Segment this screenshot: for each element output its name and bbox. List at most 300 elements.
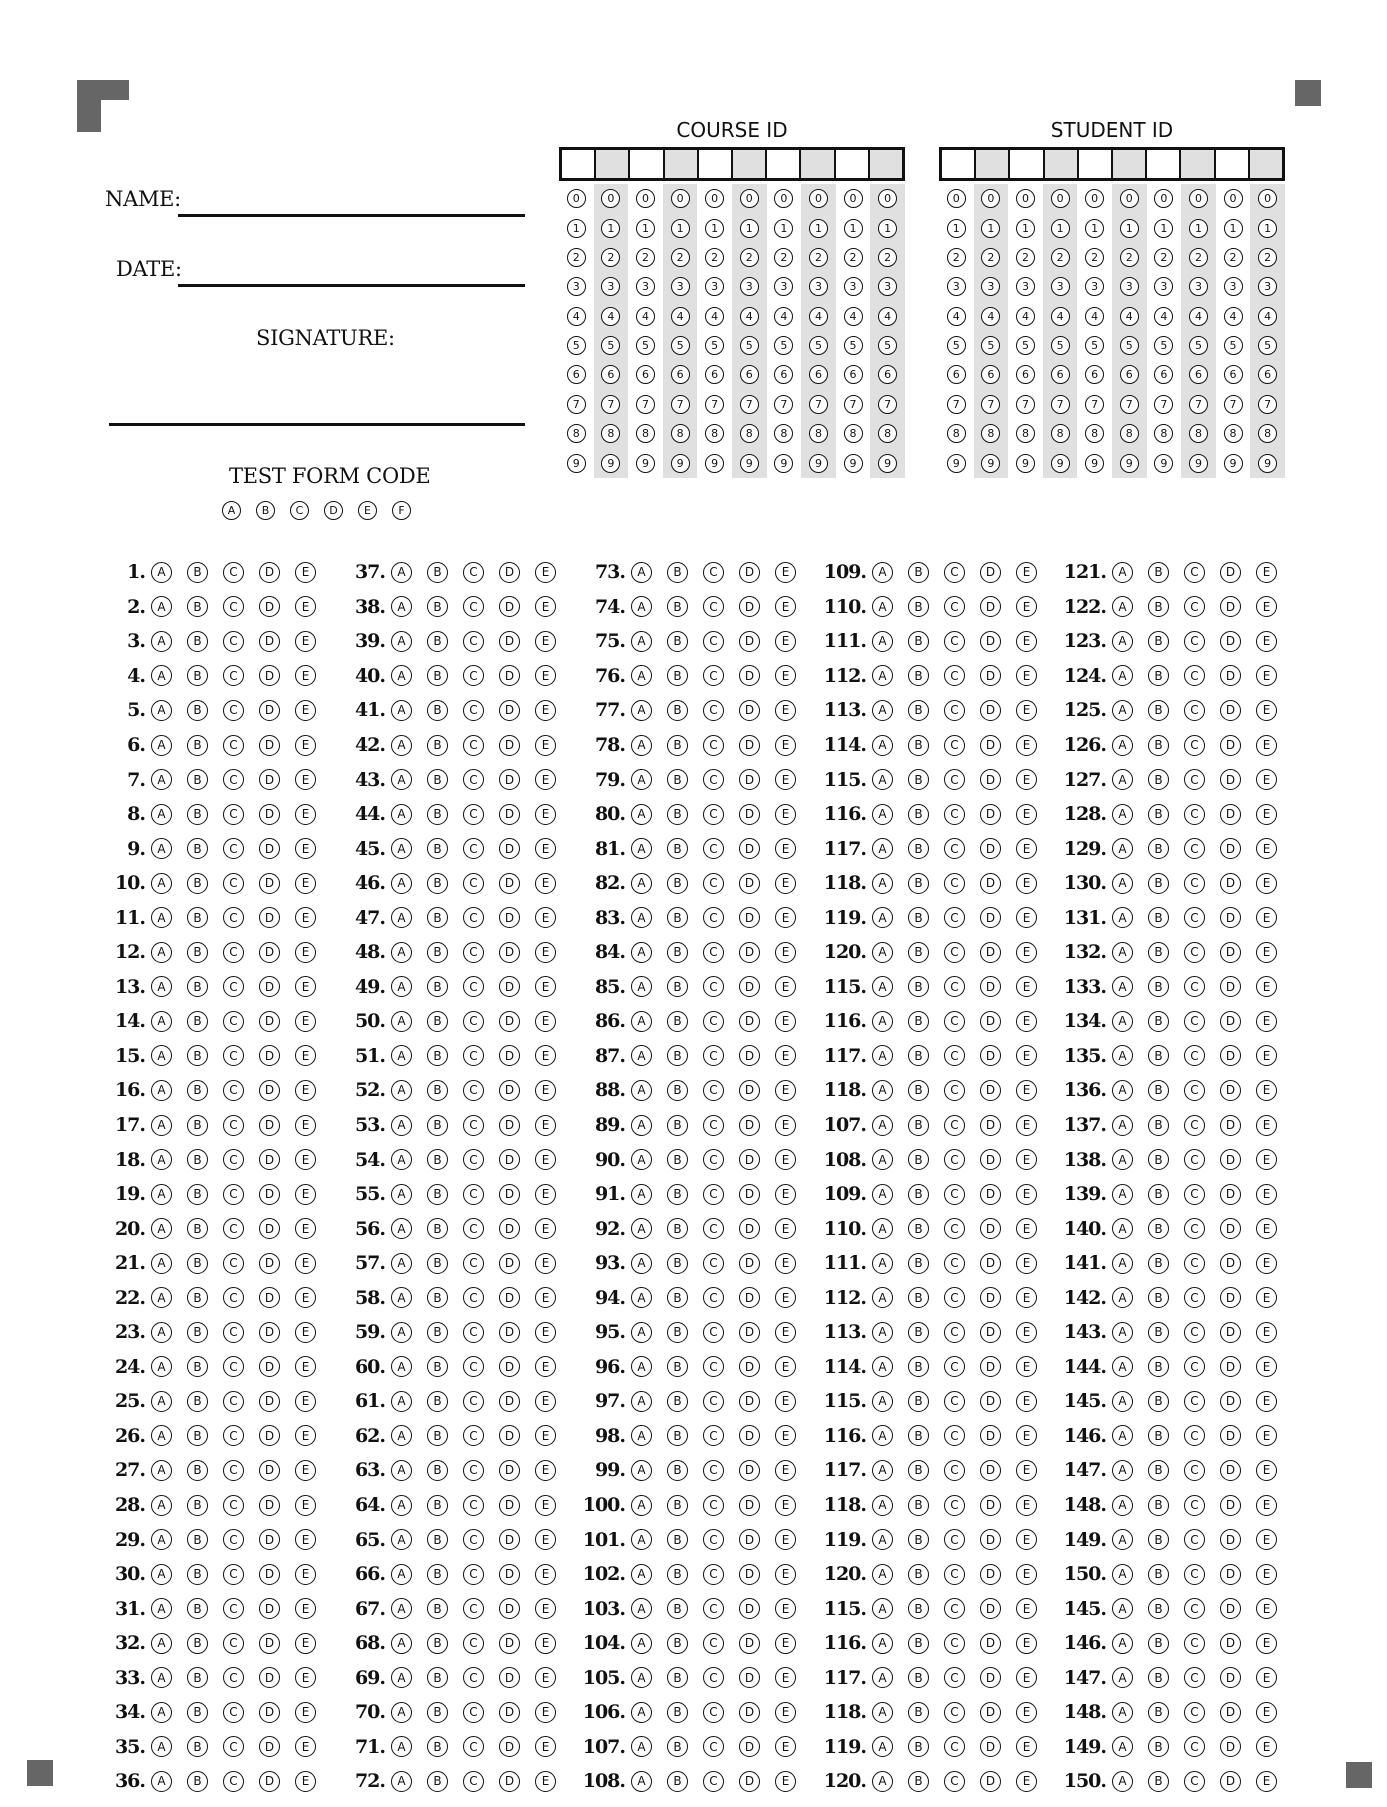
answer-bubble[interactable]: A	[872, 1011, 893, 1032]
id-digit-bubble[interactable]: 4	[567, 307, 586, 326]
answer-bubble[interactable]: B	[427, 1702, 448, 1723]
answer-bubble[interactable]: A	[151, 769, 172, 790]
answer-bubble[interactable]: B	[908, 873, 929, 894]
answer-bubble[interactable]: A	[151, 1253, 172, 1274]
id-digit-bubble[interactable]: 9	[1258, 454, 1277, 473]
answer-bubble[interactable]: C	[463, 1356, 484, 1377]
answer-bubble[interactable]: B	[187, 1495, 208, 1516]
id-digit-bubble[interactable]: 0	[636, 189, 655, 208]
answer-bubble[interactable]: E	[535, 838, 556, 859]
id-digit-bubble[interactable]: 2	[774, 248, 793, 267]
id-digit-bubble[interactable]: 4	[636, 307, 655, 326]
answer-bubble[interactable]: B	[908, 1667, 929, 1688]
answer-bubble[interactable]: C	[703, 942, 724, 963]
answer-bubble[interactable]: E	[1256, 1322, 1277, 1343]
test-form-option-bubble[interactable]: A	[222, 501, 241, 520]
id-digit-bubble[interactable]: 1	[1154, 219, 1173, 238]
answer-bubble[interactable]: E	[1256, 596, 1277, 617]
answer-bubble[interactable]: D	[259, 1322, 280, 1343]
answer-bubble[interactable]: C	[944, 942, 965, 963]
answer-bubble[interactable]: E	[295, 1356, 316, 1377]
answer-bubble[interactable]: C	[703, 1253, 724, 1274]
answer-bubble[interactable]: C	[223, 1011, 244, 1032]
answer-bubble[interactable]: A	[1112, 1667, 1133, 1688]
answer-bubble[interactable]: C	[944, 769, 965, 790]
answer-bubble[interactable]: E	[295, 1495, 316, 1516]
answer-bubble[interactable]: C	[944, 1287, 965, 1308]
answer-bubble[interactable]: B	[1148, 838, 1169, 859]
id-digit-bubble[interactable]: 2	[1085, 248, 1104, 267]
answer-bubble[interactable]: B	[908, 1529, 929, 1550]
answer-bubble[interactable]: E	[775, 873, 796, 894]
answer-bubble[interactable]: C	[463, 1702, 484, 1723]
answer-bubble[interactable]: D	[499, 942, 520, 963]
id-digit-bubble[interactable]: 8	[1154, 424, 1173, 443]
answer-bubble[interactable]: B	[1148, 907, 1169, 928]
id-digit-bubble[interactable]: 7	[1224, 395, 1243, 414]
answer-bubble[interactable]: D	[1220, 1460, 1241, 1481]
answer-bubble[interactable]: B	[427, 1771, 448, 1792]
answer-bubble[interactable]: A	[151, 1391, 172, 1412]
answer-bubble[interactable]: A	[1112, 769, 1133, 790]
answer-bubble[interactable]: E	[1016, 769, 1037, 790]
answer-bubble[interactable]: D	[739, 562, 760, 583]
id-digit-bubble[interactable]: 6	[740, 365, 759, 384]
answer-bubble[interactable]: D	[499, 1495, 520, 1516]
answer-bubble[interactable]: D	[739, 838, 760, 859]
answer-bubble[interactable]: B	[667, 907, 688, 928]
answer-bubble[interactable]: C	[944, 1667, 965, 1688]
answer-bubble[interactable]: E	[1256, 1045, 1277, 1066]
id-digit-bubble[interactable]: 6	[1258, 365, 1277, 384]
answer-bubble[interactable]: D	[739, 907, 760, 928]
answer-bubble[interactable]: A	[872, 1218, 893, 1239]
answer-bubble[interactable]: C	[1184, 1322, 1205, 1343]
answer-bubble[interactable]: C	[1184, 804, 1205, 825]
id-digit-bubble[interactable]: 3	[844, 277, 863, 296]
answer-bubble[interactable]: C	[223, 1391, 244, 1412]
answer-bubble[interactable]: A	[1112, 1702, 1133, 1723]
answer-bubble[interactable]: D	[499, 665, 520, 686]
answer-bubble[interactable]: B	[187, 1287, 208, 1308]
answer-bubble[interactable]: B	[667, 1287, 688, 1308]
answer-bubble[interactable]: A	[151, 1598, 172, 1619]
answer-bubble[interactable]: C	[1184, 838, 1205, 859]
answer-bubble[interactable]: B	[1148, 1667, 1169, 1688]
id-digit-bubble[interactable]: 1	[740, 219, 759, 238]
answer-bubble[interactable]: A	[872, 665, 893, 686]
answer-bubble[interactable]: C	[703, 1218, 724, 1239]
answer-bubble[interactable]: D	[980, 1045, 1001, 1066]
answer-bubble[interactable]: B	[187, 1356, 208, 1377]
answer-bubble[interactable]: A	[1112, 1080, 1133, 1101]
id-digit-bubble[interactable]: 5	[1189, 336, 1208, 355]
answer-bubble[interactable]: E	[535, 1184, 556, 1205]
answer-bubble[interactable]: A	[631, 1322, 652, 1343]
id-digit-bubble[interactable]: 4	[1154, 307, 1173, 326]
answer-bubble[interactable]: E	[1016, 942, 1037, 963]
answer-bubble[interactable]: B	[1148, 631, 1169, 652]
id-digit-bubble[interactable]: 7	[1051, 395, 1070, 414]
answer-bubble[interactable]: B	[908, 1218, 929, 1239]
answer-bubble[interactable]: D	[499, 596, 520, 617]
answer-bubble[interactable]: B	[908, 804, 929, 825]
answer-bubble[interactable]: D	[980, 942, 1001, 963]
answer-bubble[interactable]: A	[872, 1460, 893, 1481]
answer-bubble[interactable]: E	[535, 1322, 556, 1343]
answer-bubble[interactable]: B	[427, 1218, 448, 1239]
answer-bubble[interactable]: D	[499, 1218, 520, 1239]
answer-bubble[interactable]: C	[703, 562, 724, 583]
answer-bubble[interactable]: D	[739, 1045, 760, 1066]
id-digit-bubble[interactable]: 6	[1189, 365, 1208, 384]
answer-bubble[interactable]: D	[739, 1529, 760, 1550]
id-digit-bubble[interactable]: 6	[636, 365, 655, 384]
answer-bubble[interactable]: B	[908, 700, 929, 721]
id-digit-bubble[interactable]: 4	[809, 307, 828, 326]
answer-bubble[interactable]: B	[427, 1529, 448, 1550]
answer-bubble[interactable]: A	[631, 1598, 652, 1619]
answer-bubble[interactable]: D	[499, 769, 520, 790]
id-digit-bubble[interactable]: 1	[636, 219, 655, 238]
answer-bubble[interactable]: B	[187, 838, 208, 859]
answer-bubble[interactable]: B	[908, 769, 929, 790]
answer-bubble[interactable]: B	[187, 1771, 208, 1792]
answer-bubble[interactable]: D	[739, 873, 760, 894]
answer-bubble[interactable]: D	[739, 1736, 760, 1757]
answer-bubble[interactable]: A	[391, 1667, 412, 1688]
answer-bubble[interactable]: C	[944, 1598, 965, 1619]
answer-bubble[interactable]: E	[1256, 1564, 1277, 1585]
answer-bubble[interactable]: C	[463, 1184, 484, 1205]
answer-bubble[interactable]: A	[631, 1287, 652, 1308]
answer-bubble[interactable]: A	[872, 1771, 893, 1792]
answer-bubble[interactable]: C	[1184, 1080, 1205, 1101]
answer-bubble[interactable]: D	[1220, 1633, 1241, 1654]
answer-bubble[interactable]: B	[187, 1322, 208, 1343]
answer-bubble[interactable]: E	[295, 1322, 316, 1343]
answer-bubble[interactable]: C	[703, 631, 724, 652]
answer-bubble[interactable]: A	[1112, 804, 1133, 825]
id-digit-bubble[interactable]: 8	[809, 424, 828, 443]
answer-bubble[interactable]: B	[667, 769, 688, 790]
answer-bubble[interactable]: B	[427, 769, 448, 790]
answer-bubble[interactable]: C	[223, 1045, 244, 1066]
answer-bubble[interactable]: D	[739, 735, 760, 756]
answer-bubble[interactable]: D	[980, 1598, 1001, 1619]
answer-bubble[interactable]: E	[775, 976, 796, 997]
answer-bubble[interactable]: B	[187, 700, 208, 721]
id-entry-box[interactable]	[974, 150, 1008, 178]
answer-bubble[interactable]: B	[908, 1598, 929, 1619]
id-digit-bubble[interactable]: 7	[1120, 395, 1139, 414]
id-digit-bubble[interactable]: 9	[705, 454, 724, 473]
id-digit-bubble[interactable]: 0	[1258, 189, 1277, 208]
id-entry-box[interactable]	[1179, 150, 1213, 178]
id-digit-bubble[interactable]: 8	[844, 424, 863, 443]
id-digit-bubble[interactable]: 2	[1016, 248, 1035, 267]
answer-bubble[interactable]: D	[259, 1356, 280, 1377]
id-entry-box[interactable]	[1043, 150, 1077, 178]
answer-bubble[interactable]: E	[1256, 631, 1277, 652]
id-entry-box[interactable]	[1214, 150, 1248, 178]
id-digit-bubble[interactable]: 4	[1258, 307, 1277, 326]
answer-bubble[interactable]: D	[739, 596, 760, 617]
id-entry-box[interactable]	[697, 150, 731, 178]
answer-bubble[interactable]: E	[535, 1598, 556, 1619]
answer-bubble[interactable]: B	[908, 1045, 929, 1066]
id-digit-bubble[interactable]: 0	[1051, 189, 1070, 208]
answer-bubble[interactable]: C	[1184, 1736, 1205, 1757]
answer-bubble[interactable]: B	[187, 562, 208, 583]
answer-bubble[interactable]: C	[223, 1460, 244, 1481]
answer-bubble[interactable]: C	[463, 735, 484, 756]
answer-bubble[interactable]: C	[944, 1564, 965, 1585]
answer-bubble[interactable]: B	[1148, 1771, 1169, 1792]
id-entry-box[interactable]	[1248, 150, 1282, 178]
answer-bubble[interactable]: D	[739, 1253, 760, 1274]
answer-bubble[interactable]: E	[535, 1495, 556, 1516]
answer-bubble[interactable]: C	[463, 1045, 484, 1066]
answer-bubble[interactable]: E	[775, 1667, 796, 1688]
answer-bubble[interactable]: B	[667, 1702, 688, 1723]
id-entry-box[interactable]	[942, 150, 974, 178]
answer-bubble[interactable]: A	[631, 1045, 652, 1066]
answer-bubble[interactable]: B	[908, 1253, 929, 1274]
answer-bubble[interactable]: A	[1112, 1771, 1133, 1792]
answer-bubble[interactable]: A	[151, 1356, 172, 1377]
id-digit-bubble[interactable]: 1	[774, 219, 793, 238]
id-digit-bubble[interactable]: 9	[1016, 454, 1035, 473]
answer-bubble[interactable]: D	[259, 1771, 280, 1792]
answer-bubble[interactable]: B	[427, 1149, 448, 1170]
answer-bubble[interactable]: C	[223, 1080, 244, 1101]
answer-bubble[interactable]: A	[391, 1391, 412, 1412]
answer-bubble[interactable]: B	[187, 976, 208, 997]
answer-bubble[interactable]: A	[631, 1011, 652, 1032]
answer-bubble[interactable]: A	[391, 804, 412, 825]
answer-bubble[interactable]: A	[391, 1425, 412, 1446]
answer-bubble[interactable]: C	[463, 1598, 484, 1619]
answer-bubble[interactable]: C	[1184, 631, 1205, 652]
answer-bubble[interactable]: C	[1184, 1218, 1205, 1239]
id-digit-bubble[interactable]: 9	[671, 454, 690, 473]
answer-bubble[interactable]: B	[908, 1702, 929, 1723]
answer-bubble[interactable]: D	[499, 1115, 520, 1136]
answer-bubble[interactable]: B	[908, 631, 929, 652]
answer-bubble[interactable]: A	[1112, 1460, 1133, 1481]
answer-bubble[interactable]: A	[1112, 907, 1133, 928]
answer-bubble[interactable]: E	[535, 631, 556, 652]
id-digit-bubble[interactable]: 4	[844, 307, 863, 326]
answer-bubble[interactable]: C	[703, 1184, 724, 1205]
answer-bubble[interactable]: E	[535, 1460, 556, 1481]
id-digit-bubble[interactable]: 0	[1085, 189, 1104, 208]
answer-bubble[interactable]: E	[775, 1633, 796, 1654]
answer-bubble[interactable]: C	[703, 1425, 724, 1446]
answer-bubble[interactable]: E	[295, 769, 316, 790]
id-digit-bubble[interactable]: 6	[1051, 365, 1070, 384]
answer-bubble[interactable]: D	[259, 838, 280, 859]
answer-bubble[interactable]: B	[908, 596, 929, 617]
answer-bubble[interactable]: B	[1148, 1598, 1169, 1619]
answer-bubble[interactable]: C	[703, 838, 724, 859]
answer-bubble[interactable]: E	[295, 631, 316, 652]
answer-bubble[interactable]: D	[259, 596, 280, 617]
answer-bubble[interactable]: D	[980, 1356, 1001, 1377]
answer-bubble[interactable]: A	[631, 1529, 652, 1550]
id-digit-bubble[interactable]: 1	[705, 219, 724, 238]
answer-bubble[interactable]: A	[1112, 1425, 1133, 1446]
answer-bubble[interactable]: E	[775, 1529, 796, 1550]
answer-bubble[interactable]: E	[535, 907, 556, 928]
answer-bubble[interactable]: C	[703, 1667, 724, 1688]
answer-bubble[interactable]: C	[703, 873, 724, 894]
id-digit-bubble[interactable]: 3	[1154, 277, 1173, 296]
answer-bubble[interactable]: B	[667, 1633, 688, 1654]
answer-bubble[interactable]: E	[1256, 1287, 1277, 1308]
answer-bubble[interactable]: E	[775, 907, 796, 928]
answer-bubble[interactable]: B	[667, 1736, 688, 1757]
id-digit-bubble[interactable]: 6	[844, 365, 863, 384]
answer-bubble[interactable]: C	[1184, 1045, 1205, 1066]
id-digit-bubble[interactable]: 3	[1120, 277, 1139, 296]
answer-bubble[interactable]: A	[151, 1771, 172, 1792]
answer-bubble[interactable]: A	[151, 1115, 172, 1136]
answer-bubble[interactable]: A	[872, 804, 893, 825]
answer-bubble[interactable]: D	[1220, 1736, 1241, 1757]
answer-bubble[interactable]: A	[1112, 665, 1133, 686]
answer-bubble[interactable]: A	[631, 1495, 652, 1516]
answer-bubble[interactable]: A	[151, 562, 172, 583]
id-digit-bubble[interactable]: 0	[705, 189, 724, 208]
answer-bubble[interactable]: B	[427, 942, 448, 963]
answer-bubble[interactable]: D	[980, 1495, 1001, 1516]
answer-bubble[interactable]: B	[667, 1529, 688, 1550]
answer-bubble[interactable]: E	[775, 596, 796, 617]
answer-bubble[interactable]: A	[391, 1460, 412, 1481]
answer-bubble[interactable]: E	[295, 873, 316, 894]
answer-bubble[interactable]: B	[908, 1080, 929, 1101]
answer-bubble[interactable]: A	[391, 631, 412, 652]
answer-bubble[interactable]: A	[391, 1011, 412, 1032]
id-digit-bubble[interactable]: 2	[601, 248, 620, 267]
answer-bubble[interactable]: E	[1016, 735, 1037, 756]
answer-bubble[interactable]: A	[872, 976, 893, 997]
answer-bubble[interactable]: E	[775, 1184, 796, 1205]
id-digit-bubble[interactable]: 2	[636, 248, 655, 267]
answer-bubble[interactable]: C	[703, 1149, 724, 1170]
id-digit-bubble[interactable]: 2	[1154, 248, 1173, 267]
answer-bubble[interactable]: D	[1220, 1356, 1241, 1377]
answer-bubble[interactable]: B	[427, 1115, 448, 1136]
answer-bubble[interactable]: D	[980, 665, 1001, 686]
answer-bubble[interactable]: A	[151, 1633, 172, 1654]
answer-bubble[interactable]: B	[427, 1322, 448, 1343]
answer-bubble[interactable]: B	[187, 631, 208, 652]
answer-bubble[interactable]: B	[667, 1771, 688, 1792]
answer-bubble[interactable]: A	[391, 1322, 412, 1343]
answer-bubble[interactable]: C	[1184, 942, 1205, 963]
id-digit-bubble[interactable]: 3	[1258, 277, 1277, 296]
answer-bubble[interactable]: E	[295, 1736, 316, 1757]
answer-bubble[interactable]: B	[667, 1011, 688, 1032]
answer-bubble[interactable]: D	[259, 562, 280, 583]
answer-bubble[interactable]: E	[535, 1149, 556, 1170]
answer-bubble[interactable]: E	[775, 1425, 796, 1446]
id-digit-bubble[interactable]: 0	[947, 189, 966, 208]
answer-bubble[interactable]: E	[295, 1529, 316, 1550]
answer-bubble[interactable]: D	[1220, 804, 1241, 825]
answer-bubble[interactable]: B	[667, 1460, 688, 1481]
answer-bubble[interactable]: C	[944, 804, 965, 825]
answer-bubble[interactable]: E	[295, 1771, 316, 1792]
answer-bubble[interactable]: A	[1112, 1287, 1133, 1308]
id-digit-bubble[interactable]: 2	[1258, 248, 1277, 267]
answer-bubble[interactable]: A	[631, 1667, 652, 1688]
answer-bubble[interactable]: A	[151, 1045, 172, 1066]
id-digit-bubble[interactable]: 0	[878, 189, 897, 208]
id-digit-bubble[interactable]: 7	[1016, 395, 1035, 414]
id-digit-bubble[interactable]: 3	[601, 277, 620, 296]
answer-bubble[interactable]: C	[944, 1425, 965, 1446]
id-digit-bubble[interactable]: 9	[1085, 454, 1104, 473]
answer-bubble[interactable]: C	[463, 1149, 484, 1170]
answer-bubble[interactable]: E	[535, 665, 556, 686]
id-entry-box[interactable]	[663, 150, 697, 178]
answer-bubble[interactable]: C	[1184, 1253, 1205, 1274]
answer-bubble[interactable]: C	[703, 907, 724, 928]
answer-bubble[interactable]: C	[944, 700, 965, 721]
answer-bubble[interactable]: E	[535, 1771, 556, 1792]
answer-bubble[interactable]: D	[1220, 769, 1241, 790]
answer-bubble[interactable]: E	[295, 1218, 316, 1239]
id-digit-bubble[interactable]: 9	[1189, 454, 1208, 473]
answer-bubble[interactable]: D	[1220, 1495, 1241, 1516]
answer-bubble[interactable]: C	[944, 1218, 965, 1239]
answer-bubble[interactable]: D	[1220, 838, 1241, 859]
answer-bubble[interactable]: E	[1016, 1115, 1037, 1136]
answer-bubble[interactable]: D	[499, 1322, 520, 1343]
answer-bubble[interactable]: B	[427, 1736, 448, 1757]
answer-bubble[interactable]: E	[1256, 1667, 1277, 1688]
answer-bubble[interactable]: D	[499, 1011, 520, 1032]
answer-bubble[interactable]: B	[427, 1080, 448, 1101]
id-digit-bubble[interactable]: 7	[1189, 395, 1208, 414]
id-digit-bubble[interactable]: 0	[1189, 189, 1208, 208]
answer-bubble[interactable]: E	[1016, 1495, 1037, 1516]
answer-bubble[interactable]: C	[944, 735, 965, 756]
answer-bubble[interactable]: C	[1184, 769, 1205, 790]
id-digit-bubble[interactable]: 7	[1085, 395, 1104, 414]
answer-bubble[interactable]: C	[463, 1287, 484, 1308]
id-digit-bubble[interactable]: 0	[1154, 189, 1173, 208]
answer-bubble[interactable]: E	[1016, 562, 1037, 583]
id-digit-bubble[interactable]: 2	[878, 248, 897, 267]
answer-bubble[interactable]: E	[1016, 1425, 1037, 1446]
answer-bubble[interactable]: C	[463, 1529, 484, 1550]
answer-bubble[interactable]: D	[739, 976, 760, 997]
answer-bubble[interactable]: A	[151, 596, 172, 617]
answer-bubble[interactable]: B	[427, 1045, 448, 1066]
answer-bubble[interactable]: D	[259, 1080, 280, 1101]
answer-bubble[interactable]: D	[1220, 873, 1241, 894]
answer-bubble[interactable]: B	[1148, 1529, 1169, 1550]
id-digit-bubble[interactable]: 4	[1051, 307, 1070, 326]
id-entry-box[interactable]	[731, 150, 765, 178]
answer-bubble[interactable]: A	[391, 562, 412, 583]
answer-bubble[interactable]: B	[187, 1529, 208, 1550]
